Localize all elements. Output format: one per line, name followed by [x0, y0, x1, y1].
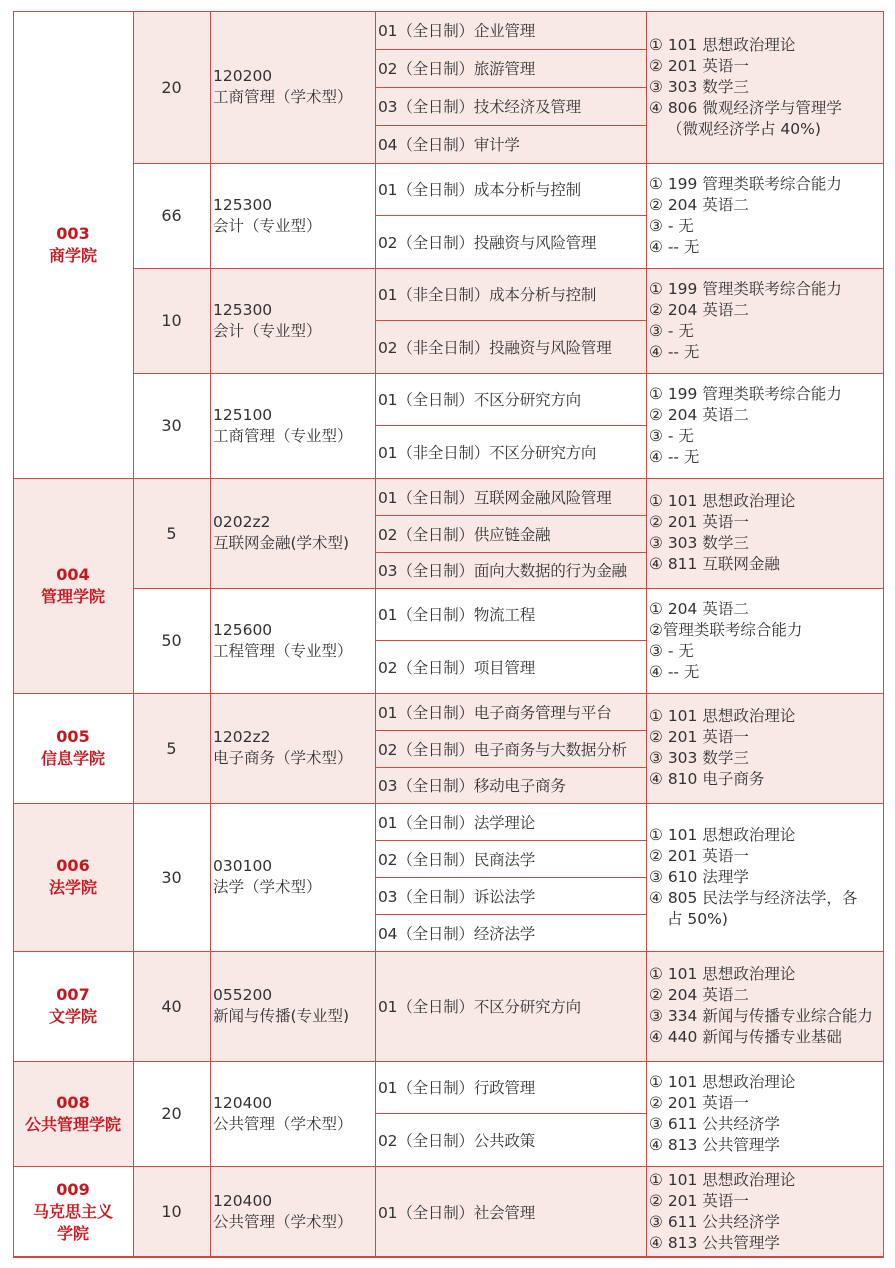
research-direction: 03（全日制）移动电子商务	[378, 777, 566, 795]
exam-subject: ④ 806 微观经济学与管理学	[649, 98, 842, 117]
major-cell	[210, 803, 375, 951]
exam-subject: ③ 303 数学三	[649, 749, 749, 767]
research-direction: 01（全日制）互联网金融风险管理	[378, 488, 612, 507]
exam-subject: ③ - 无	[649, 426, 694, 445]
department-cell	[13, 693, 133, 803]
exam-subject: ④ -- 无	[649, 342, 700, 361]
exam-subject: ① 101 思想政治理论	[649, 1170, 796, 1189]
department-code: 006	[56, 856, 90, 875]
exam-subject: ④ 811 互联网金融	[649, 555, 780, 573]
grid-line	[375, 215, 646, 216]
exam-subject: ① 199 管理类联考综合能力	[649, 384, 842, 403]
exam-subject: （微观经济学占 40%)	[667, 119, 821, 138]
department-name: 公共管理学院	[24, 1114, 121, 1134]
major-name: 互联网金融(学术型)	[213, 534, 350, 552]
research-direction: 02（全日制）民商法学	[378, 850, 536, 869]
grid-line	[646, 11, 647, 1257]
major-cell	[210, 588, 375, 693]
research-direction: 02（全日制）旅游管理	[378, 60, 536, 78]
department-name: 文学院	[48, 1007, 97, 1026]
major-cell	[210, 1061, 375, 1166]
exam-subject: ④ 813 公共管理学	[649, 1233, 780, 1252]
major-code: 030100	[213, 857, 273, 875]
enrollment-quota: 20	[161, 77, 182, 97]
grid-line	[375, 552, 646, 553]
research-direction: 02（全日制）公共政策	[378, 1131, 536, 1150]
major-cell	[210, 373, 375, 478]
exam-subject: ④ -- 无	[649, 237, 700, 256]
major-name: 公共管理（学术型）	[213, 1212, 353, 1231]
grid-line	[133, 951, 884, 952]
research-direction: 02（全日制）项目管理	[378, 658, 536, 677]
department-code: 008	[56, 1092, 90, 1112]
exam-subject: ① 204 英语二	[649, 599, 749, 618]
exam-subjects	[646, 951, 884, 1061]
major-name: 会计（专业型）	[213, 216, 322, 235]
department-cell	[13, 11, 133, 478]
grid-line	[133, 373, 884, 374]
grid-line	[210, 11, 211, 1257]
exam-subjects	[646, 803, 884, 951]
exam-subject: ② 201 英语一	[649, 846, 749, 865]
grid-line	[375, 11, 376, 1257]
major-name: 工商管理（学术型）	[213, 88, 353, 106]
grid-line	[375, 730, 646, 731]
grid-line	[133, 1166, 884, 1167]
exam-subject: ③ 334 新闻与传播专业综合能力	[649, 1007, 873, 1025]
research-direction: 01（全日制）物流工程	[378, 606, 536, 624]
grid-line	[133, 693, 884, 694]
exam-subject: ② 201 英语一	[649, 728, 749, 746]
exam-subject: ③ 303 数学三	[649, 77, 749, 96]
research-direction: 01（非全日制）不区分研究方向	[378, 443, 597, 462]
major-cell	[210, 163, 375, 268]
research-direction: 01（全日制）不区分研究方向	[378, 998, 581, 1016]
exam-subjects	[646, 1061, 884, 1166]
exam-subject: ② 204 英语二	[649, 986, 749, 1004]
grid-line	[375, 914, 646, 915]
grid-line	[375, 1113, 646, 1114]
exam-subject: ④ 813 公共管理学	[649, 1135, 780, 1154]
grid-line	[13, 11, 14, 1257]
exam-subject: ③ 610 法理学	[649, 867, 749, 886]
enrollment-quota: 30	[161, 416, 182, 435]
department-cell	[13, 478, 133, 693]
major-cell	[210, 478, 375, 588]
department-code: 007	[56, 985, 90, 1004]
exam-subject: ② 204 英语二	[649, 405, 749, 424]
enrollment-quota: 50	[161, 631, 182, 650]
research-direction: 02（全日制）电子商务与大数据分析	[378, 740, 627, 759]
grid-line	[375, 87, 646, 88]
exam-subjects	[646, 478, 884, 588]
exam-subject: ④ 810 电子商务	[649, 770, 765, 788]
research-direction: 01（全日制）法学理论	[378, 813, 536, 832]
grid-line	[375, 49, 646, 50]
research-direction: 01（全日制）行政管理	[378, 1079, 536, 1097]
enrollment-quota: 10	[161, 1202, 182, 1221]
research-direction: 03（全日制）面向大数据的行为金融	[378, 562, 627, 580]
enrollment-quota: 66	[161, 206, 182, 225]
major-code: 125300	[213, 300, 273, 319]
major-code: 125600	[213, 620, 273, 639]
exam-subject: ④ -- 无	[649, 447, 700, 466]
department-cell	[13, 803, 133, 951]
exam-subject: ④ -- 无	[649, 662, 700, 681]
exam-subject: ②管理类联考综合能力	[649, 620, 803, 639]
exam-subjects	[646, 373, 884, 478]
grid-line	[133, 803, 884, 804]
admissions-table	[13, 11, 884, 1257]
department-code: 009	[56, 1179, 90, 1199]
grid-line	[133, 163, 884, 164]
department-code: 004	[56, 564, 90, 584]
exam-subject: ③ - 无	[649, 321, 694, 340]
exam-subject: ① 101 思想政治理论	[649, 1072, 796, 1091]
major-name: 新闻与传播(专业型)	[213, 1007, 350, 1025]
exam-subject: ① 101 思想政治理论	[649, 35, 796, 54]
grid-line	[133, 1061, 884, 1062]
exam-subject: ③ - 无	[649, 216, 694, 235]
major-cell	[210, 268, 375, 373]
exam-subject: ① 101 思想政治理论	[649, 965, 796, 983]
grid-line	[375, 767, 646, 768]
research-direction: 01（全日制）电子商务管理与平台	[378, 703, 612, 722]
research-direction: 03（全日制）技术经济及管理	[378, 98, 581, 116]
research-direction: 01（全日制）企业管理	[378, 22, 536, 40]
department-cell	[13, 1061, 133, 1166]
department-name: 管理学院	[40, 586, 105, 606]
exam-subjects	[646, 11, 884, 163]
department-code: 003	[56, 223, 90, 243]
exam-subject: ① 199 管理类联考综合能力	[649, 279, 842, 298]
exam-subject: ① 101 思想政治理论	[649, 492, 796, 510]
enrollment-quota: 5	[166, 523, 177, 543]
exam-subject: ① 101 思想政治理论	[649, 707, 796, 725]
exam-subject: ③ - 无	[649, 641, 694, 660]
research-direction: 01（全日制）成本分析与控制	[378, 181, 581, 199]
exam-subjects	[646, 693, 884, 803]
research-direction: 02（全日制）投融资与风险管理	[378, 233, 597, 252]
major-cell	[210, 1166, 375, 1257]
major-name: 会计（专业型）	[213, 321, 322, 340]
exam-subject: ④ 440 新闻与传播专业基础	[649, 1028, 842, 1046]
exam-subject: ② 201 英语一	[649, 513, 749, 531]
major-cell	[210, 693, 375, 803]
grid-line	[375, 877, 646, 878]
major-code: 055200	[213, 986, 273, 1004]
department-cell	[13, 1166, 133, 1257]
major-cell	[210, 11, 375, 163]
department-name: 学院	[56, 1223, 89, 1243]
major-code: 120200	[213, 67, 273, 85]
major-name: 公共管理（学术型）	[213, 1114, 353, 1133]
department-name: 马克思主义	[32, 1201, 113, 1221]
enrollment-quota: 10	[161, 311, 182, 330]
major-code: 120400	[213, 1093, 273, 1112]
grid-line	[375, 425, 646, 426]
major-code: 125100	[213, 405, 273, 424]
major-name: 电子商务（学术型）	[213, 749, 353, 767]
exam-subject: ③ 611 公共经济学	[649, 1114, 780, 1133]
grid-line	[133, 478, 884, 479]
exam-subject: ④ 805 民法学与经济法学，各	[649, 888, 858, 907]
grid-line	[375, 125, 646, 126]
enrollment-quota: 30	[161, 867, 182, 887]
grid-line	[133, 588, 884, 589]
exam-subject: ③ 303 数学三	[649, 534, 749, 552]
enrollment-quota: 20	[161, 1104, 182, 1123]
department-code: 005	[56, 727, 90, 746]
research-direction: 01（全日制）不区分研究方向	[378, 391, 581, 409]
exam-subject: 占 50%)	[667, 909, 728, 928]
research-direction: 04（全日制）经济法学	[378, 924, 536, 943]
grid-line	[375, 320, 646, 321]
exam-subject: ② 201 英语一	[649, 1093, 749, 1112]
exam-subject: ② 201 英语一	[649, 56, 749, 75]
grid-line	[133, 268, 884, 269]
exam-subjects	[646, 588, 884, 693]
major-code: 120400	[213, 1191, 273, 1210]
major-code: 0202z2	[213, 513, 271, 531]
research-direction: 02（全日制）供应链金融	[378, 525, 551, 544]
exam-subject: ② 204 英语二	[649, 195, 749, 214]
major-name: 工程管理（专业型）	[213, 641, 353, 660]
department-name: 商学院	[48, 245, 97, 265]
research-direction: 03（全日制）诉讼法学	[378, 887, 536, 906]
department-name: 信息学院	[40, 749, 105, 768]
research-direction: 01（全日制）社会管理	[378, 1203, 536, 1222]
grid-line	[133, 11, 134, 1257]
research-direction: 02（非全日制）投融资与风险管理	[378, 338, 612, 357]
grid-line	[133, 1257, 884, 1258]
exam-subjects	[646, 1166, 884, 1257]
department-cell	[13, 951, 133, 1061]
exam-subject: ② 204 英语二	[649, 300, 749, 319]
grid-line	[883, 11, 884, 1257]
department-name: 法学院	[48, 878, 97, 897]
research-direction: 04（全日制）审计学	[378, 136, 520, 154]
major-name: 法学（学术型）	[213, 878, 322, 896]
grid-line	[375, 515, 646, 516]
research-direction: 01（非全日制）成本分析与控制	[378, 286, 597, 304]
major-cell	[210, 951, 375, 1061]
exam-subject: ③ 611 公共经济学	[649, 1212, 780, 1231]
exam-subject: ① 101 思想政治理论	[649, 825, 796, 844]
enrollment-quota: 40	[161, 996, 182, 1016]
exam-subject: ② 201 英语一	[649, 1191, 749, 1210]
exam-subjects	[646, 163, 884, 268]
grid-line	[375, 640, 646, 641]
major-code: 125300	[213, 195, 273, 214]
grid-line	[375, 840, 646, 841]
exam-subjects	[646, 268, 884, 373]
major-name: 工商管理（专业型）	[213, 426, 353, 445]
major-code: 1202z2	[213, 728, 271, 746]
grid-line	[13, 11, 884, 12]
enrollment-quota: 5	[166, 738, 177, 758]
exam-subject: ① 199 管理类联考综合能力	[649, 174, 842, 193]
